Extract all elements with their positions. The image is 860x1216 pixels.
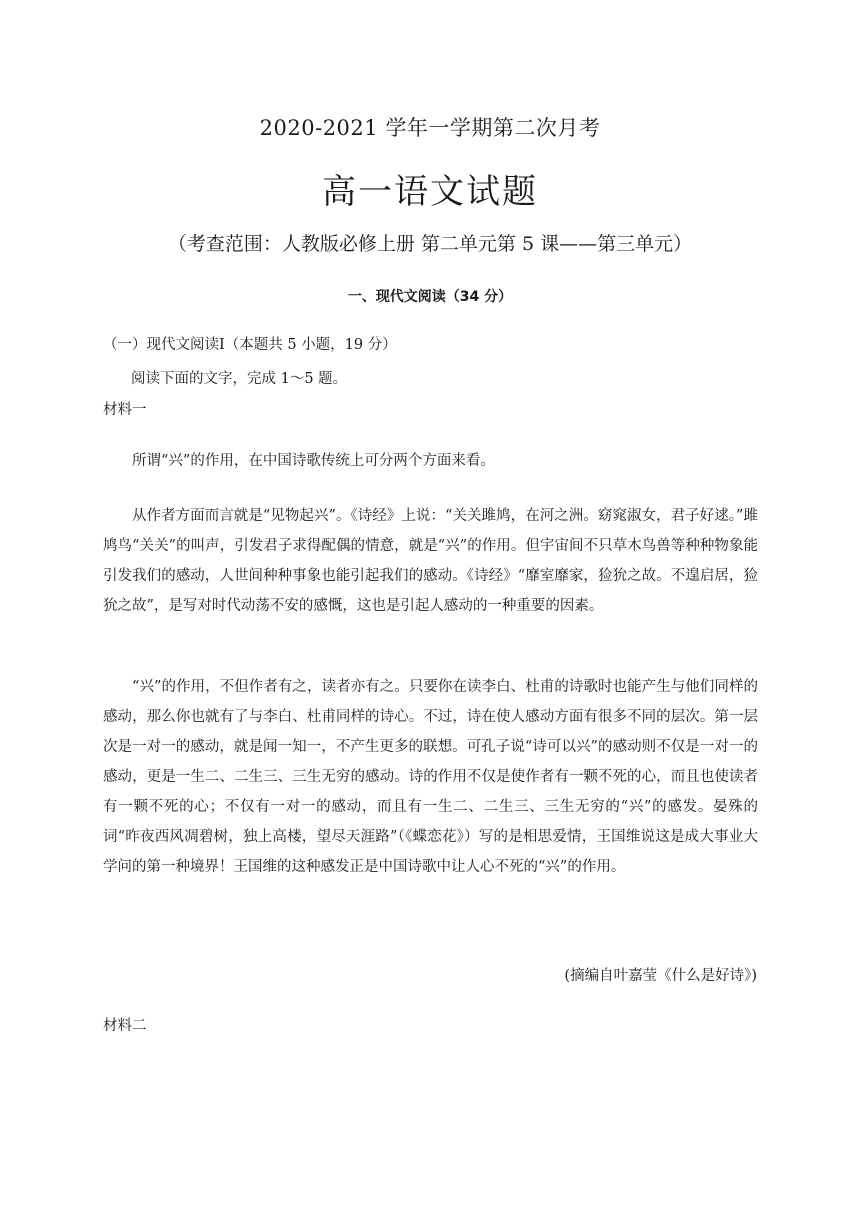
material-one-paragraph: 所谓“兴”的作用，在中国诗歌传统上可分两个方面来看。 xyxy=(132,453,495,469)
exam-scope: （考查范围：人教版必修上册 第二单元第 5 课——第三单元） xyxy=(167,233,693,255)
section-heading: 一、现代文阅读（34 分） xyxy=(347,289,513,305)
material-one-paragraph: 从作者方面而言就是“见物起兴”。《诗经》上说：“关关雎鸠，在河之洲。窈窕淑女，君子好逑。”雎鸠鸟“关关”的叫声，引发君子求得配偶的情意，就是“兴”的作用。但宇宙间不只草木鸟兽等种种物象能引发我们的感动，人世间种种事象也能引起我们的感动。《诗经》“靡室靡家，猃狁之故。不遑启居，猃狁之故”，是写对时代动荡不安的感慨，这也是引起人感动的一种重要的因素。 xyxy=(103,508,758,614)
exam-term: 2020-2021 学年一学期第二次月考 xyxy=(259,116,601,140)
material-one-source: (摘编自叶嘉莹《什么是好诗》) xyxy=(564,968,757,984)
reading-instruction: 阅读下面的文字，完成 1～5 题。 xyxy=(131,371,348,387)
material-two-label: 材料二 xyxy=(103,1018,147,1034)
material-one-label: 材料一 xyxy=(103,402,147,418)
exam-title: 高一语文试题 xyxy=(322,172,538,212)
subsection-heading: （一）现代文阅读Ⅰ（本题共 5 小题，19 分） xyxy=(103,337,397,353)
material-one-paragraph: “兴”的作用，不但作者有之，读者亦有之。只要你在读李白、杜甫的诗歌时也能产生与他们同样的感动，那么你也就有了与李白、杜甫同样的诗心。不过，诗在使人感动方面有很多不同的层次。第一层次是一对一的感动，就是闻一知一，不产生更多的联想。可孔子说“诗可以兴”的感动则不仅是一对一的感动，更是一生二、二生三、三生无穷的感动。诗的作用不仅是使作者有一颗不死的心，而且也使读者有一颗不死的心；不仅有一对一的感动，而且有一生二、二生三、三生无穷的“兴”的感发。晏殊的词“昨夜西风凋碧树，独上高楼，望尽天涯路”（《蝶恋花》）写的是相思爱情，王国维说这是成大事业大学问的第一种境界！王国维的这种感发正是中国诗歌中让人心不死的“兴”的作用。 xyxy=(103,679,758,875)
